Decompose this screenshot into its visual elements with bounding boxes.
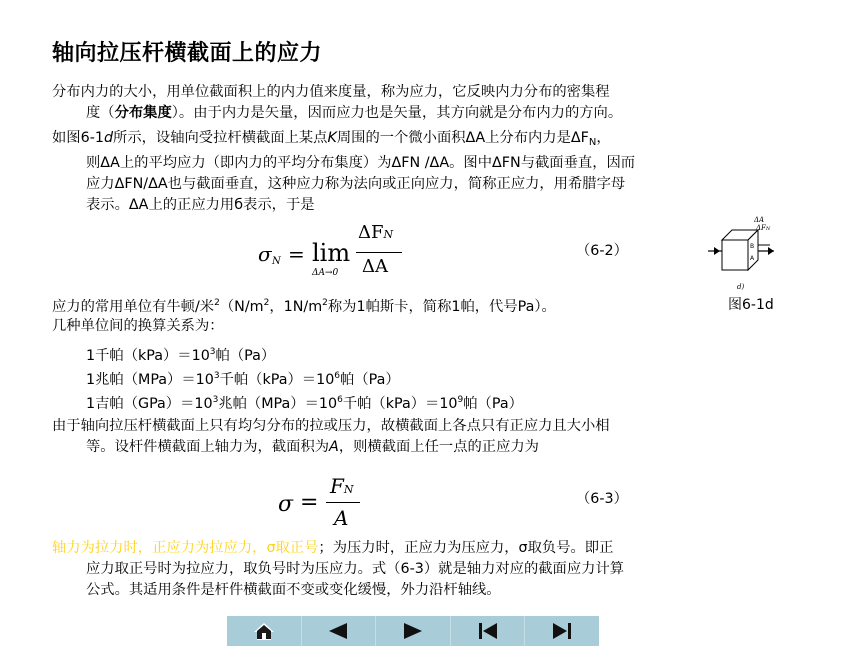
home-icon xyxy=(253,621,275,641)
figure-caption: 图6-1d xyxy=(728,297,774,313)
paragraph-text: 由于轴向拉压杆横截面上只有均匀分布的拉或压力，故横截面上各点只有正应力且大小相 xyxy=(52,418,610,434)
conversion-line: 1吉帕$(GPa)=10^3$兆帕$(MPa)=10^6$千帕$(kPa)=10^9$帕（Pa） xyxy=(86,395,523,412)
svg-text:A: A xyxy=(750,255,755,262)
equation-number: （6-2） xyxy=(576,243,628,259)
equation-6-2: σ N = lim ΔA→0 ΔFN ΔA xyxy=(258,222,418,288)
paragraph-text: 则ΔA上的平均应力（即内力的平均分布集度）为ΔFN /ΔA。图中ΔFN与截面垂直，因而 xyxy=(86,155,636,171)
first-icon xyxy=(477,621,499,641)
paragraph-text: 应力ΔFN/ΔA也与截面垂直，这种应力称为法向或正向应力，简称正应力，用希腊字母 xyxy=(86,176,626,192)
first-slide-button[interactable] xyxy=(451,616,526,646)
paragraph-text: 轴力为拉力时，正应力为拉应力，σ取正号；为压力时，正应力为压应力，σ取负号。即正 xyxy=(52,540,614,556)
equation-6-3: σ = FN A xyxy=(278,474,378,538)
conversion-line: 1千帕$(kPa)=10^3$帕（Pa） xyxy=(86,347,276,364)
paragraph-units: 应力的常用单位有牛顿/米$^2(N/m^2$，$1N/m^2$称为1帕斯卡，简称1帕，代号Pa）。 xyxy=(52,298,556,315)
paragraph-text: 应力取正号时为拉应力，取负号时为压应力。式（6-3）就是轴力对应的截面应力计算 xyxy=(86,561,625,577)
previous-slide-button[interactable] xyxy=(302,616,377,646)
home-button[interactable] xyxy=(227,616,302,646)
highlighted-text: 轴力为拉力时，正应力为拉应力，σ取正号 xyxy=(52,540,319,556)
paragraph-example xyxy=(52,128,810,216)
svg-text:d): d) xyxy=(737,283,745,291)
equation-number: （6-3） xyxy=(576,491,628,507)
last-icon xyxy=(551,621,573,641)
page-title: 轴向拉压杆横截面上的应力 xyxy=(52,41,323,66)
last-slide-button[interactable] xyxy=(525,616,599,646)
svg-text:ΔFN: ΔFN xyxy=(756,224,771,232)
conversion-line: 1兆帕$(MPa)=10^3$千帕$(kPa)=10^6$帕（Pa） xyxy=(86,371,400,388)
stress-element-diagram xyxy=(706,214,792,294)
next-icon xyxy=(402,621,424,641)
paragraph-definition xyxy=(52,82,810,124)
paragraph-text: 如图6-1d所示，设轴向受拉杆横截面上某点K周围的一个微小面积ΔA上分布内力是$\Delta F_N$， xyxy=(52,130,611,148)
paragraph-text: 表示。ΔA上的正应力用б表示，于是 xyxy=(86,197,315,213)
svg-text:ΔA: ΔA xyxy=(754,216,765,224)
paragraph-sign-convention xyxy=(52,538,810,601)
paragraph-text: 分布内力的大小，用单位截面积上的内力值来度量，称为应力，它反映内力分布的密集程 xyxy=(52,84,610,100)
paragraph-axial xyxy=(52,416,810,458)
navigation-bar xyxy=(227,616,599,646)
paragraph-conversion-intro: 几种单位间的换算关系为： xyxy=(52,318,224,334)
paragraph-text: 等。设杆件横截面上轴力为，截面积为A，则横截面上任一点的正应力为 xyxy=(86,439,539,455)
svg-text:B: B xyxy=(750,243,755,250)
paragraph-text: 公式。其适用条件是杆件横截面不变或变化缓慢，外力沿杆轴线。 xyxy=(86,582,501,598)
next-slide-button[interactable] xyxy=(376,616,451,646)
prev-icon xyxy=(327,621,349,641)
paragraph-text: 度（分布集度）。由于内力是矢量，因而应力也是矢量，其方向就是分布内力的方向。 xyxy=(86,105,623,121)
figure-6-1d xyxy=(706,214,792,314)
